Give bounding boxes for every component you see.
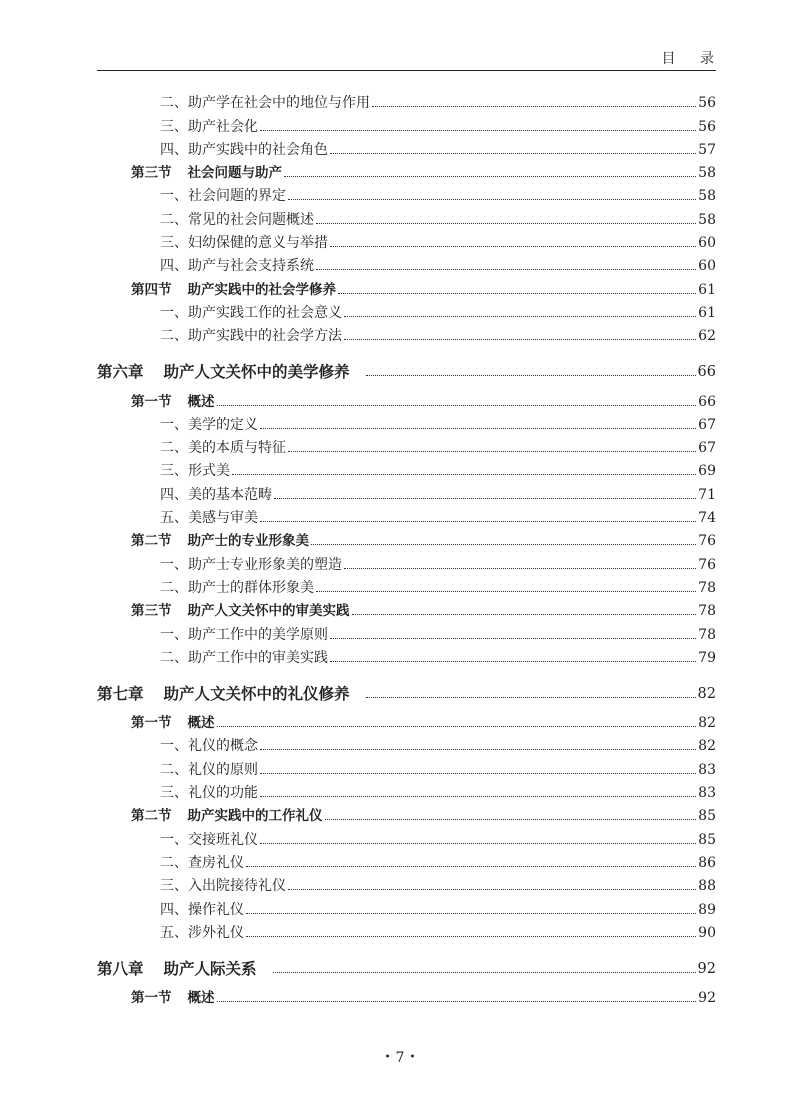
toc-page-number: 58 [698,165,716,182]
dot-leader [316,269,696,270]
section-number: 第二节 [131,533,172,550]
toc-entry-title [160,187,286,205]
dot-leader [246,866,696,867]
toc-entry-title [160,327,342,345]
item-title-text: 二、助产士的群体形象美 [160,579,314,596]
toc-entry-title [160,901,244,919]
toc-page-number: 74 [698,510,716,527]
toc-entry-title [131,602,350,620]
toc-page-number: 66 [698,393,716,410]
toc-entry-title [160,462,230,480]
dot-leader [330,246,696,247]
toc-page-number: 88 [698,878,716,895]
toc-item[interactable] [97,299,716,322]
toc-page-number: 82 [697,685,716,702]
item-title-text: 二、助产实践中的社会学方法 [160,328,342,345]
dot-leader [260,130,696,131]
dot-leader [273,972,696,973]
toc-page-number: 78 [698,579,716,596]
dot-leader [274,498,696,499]
toc-entry-title [131,807,323,825]
toc-entry-title [160,626,328,644]
toc-page-number: 67 [698,440,716,457]
toc-page-number: 76 [698,556,716,573]
toc-entry-title [160,234,328,252]
dot-leader [366,697,696,698]
toc-page-number: 60 [698,258,716,275]
toc-entry-title [160,439,286,457]
chapter-number: 第六章 [97,363,144,382]
toc-section[interactable] [97,527,716,550]
running-header [97,40,724,71]
section-number: 第一节 [131,990,172,1007]
toc-entry-title [160,486,272,504]
dot-leader [260,521,696,522]
toc-entry-title [160,257,314,275]
toc-entry-title [160,924,244,942]
chapter-number: 第七章 [97,684,144,703]
toc-page-number: 85 [698,808,716,825]
toc-entry-title [160,877,286,895]
toc-section[interactable] [97,275,716,298]
toc-entry-title [131,281,336,299]
toc-page-number: 61 [698,304,716,321]
toc-item[interactable] [97,574,716,597]
toc-item[interactable] [97,136,716,159]
section-number: 第二节 [131,808,172,825]
dot-leader [344,568,696,569]
item-title-text: 一、助产士专业形象美的塑造 [160,556,342,573]
toc-chapter[interactable] [97,952,716,978]
item-title-text: 四、助产与社会支持系统 [160,258,314,275]
section-number: 第三节 [131,165,172,182]
toc-page-number: 83 [698,761,716,778]
toc-page-number: 78 [698,626,716,643]
toc-chapter[interactable] [97,677,716,703]
footer-dot-left: • [384,1052,391,1063]
toc-entry-title [160,854,244,872]
dot-leader [316,591,696,592]
item-title-text: 三、助产社会化 [160,118,258,135]
toc-page-number: 89 [698,901,716,918]
dot-leader [260,773,696,774]
item-title-text: 一、助产工作中的美学原则 [160,626,328,643]
dot-leader [217,1001,697,1002]
item-title-text: 四、助产实践中的社会角色 [160,141,328,158]
section-number: 第四节 [131,281,172,298]
item-title-text: 五、美感与审美 [160,510,258,527]
toc-chapter[interactable] [97,355,716,381]
item-title-text: 三、妇幼保健的意义与举措 [160,235,328,252]
toc-entry-title [131,989,215,1007]
toc-entry-title [160,737,258,755]
toc-entry-title [160,211,314,229]
dot-leader [311,544,696,545]
toc-page-number: 58 [698,188,716,205]
toc-entry-title [160,94,370,112]
toc-item[interactable] [97,112,716,135]
section-number: 第一节 [131,715,172,732]
toc-page-number: 66 [697,364,716,381]
toc-entry-title [97,363,364,381]
dot-leader [284,176,696,177]
dot-leader [288,889,696,890]
header-title: 目 录 [661,51,724,67]
chapter-title-text: 助产人文关怀中的礼仪修养 [163,684,350,703]
toc-entry-title [131,714,215,732]
dot-leader [330,638,696,639]
toc-page-number: 86 [698,854,716,871]
item-title-text: 一、美学的定义 [160,416,258,433]
dot-leader [232,474,696,475]
item-title-text: 二、助产工作中的审美实践 [160,649,328,666]
dot-leader [330,661,696,662]
dot-leader [246,913,696,914]
toc-page-number: 71 [698,486,716,503]
item-title-text: 一、助产实践工作的社会意义 [160,304,342,321]
chapter-number: 第八章 [97,959,144,978]
toc-item[interactable] [97,205,716,228]
dot-leader [330,153,696,154]
section-title-text: 助产实践中的社会学修养 [187,281,336,298]
table-of-contents [0,89,800,1007]
toc-item[interactable] [97,322,716,345]
toc-page-number: 58 [698,211,716,228]
toc-item[interactable] [97,755,716,778]
toc-page-number: 78 [698,603,716,620]
toc-section[interactable] [97,984,716,1007]
toc-page-number: 79 [698,649,716,666]
toc-item[interactable] [97,411,716,434]
toc-item[interactable] [97,825,716,848]
item-title-text: 二、助产学在社会中的地位与作用 [160,95,370,112]
toc-item[interactable] [97,732,716,755]
dot-leader [316,223,696,224]
toc-entry-title [160,141,328,159]
toc-item[interactable] [97,504,716,527]
dot-leader [325,819,697,820]
toc-item[interactable] [97,779,716,802]
toc-entry-title [160,509,258,527]
item-title-text: 一、礼仪的概念 [160,738,258,755]
toc-item[interactable] [97,919,716,942]
item-title-text: 二、礼仪的原则 [160,761,258,778]
toc-entry-title [160,304,342,322]
toc-entry-title [160,784,258,802]
footer-dot-right: • [409,1052,416,1063]
section-number: 第三节 [131,603,172,620]
section-title-text: 概述 [187,990,215,1007]
toc-entry-title [131,164,282,182]
dot-leader [260,796,696,797]
item-title-text: 一、社会问题的界定 [160,188,286,205]
toc-page-number: 60 [698,235,716,252]
item-title-text: 三、礼仪的功能 [160,785,258,802]
toc-item[interactable] [97,620,716,643]
item-title-text: 二、查房礼仪 [160,854,244,871]
toc-section[interactable] [97,159,716,182]
toc-item[interactable] [97,182,716,205]
toc-entry-title [160,118,258,136]
item-title-text: 二、美的本质与特征 [160,440,286,457]
toc-section[interactable] [97,387,716,410]
toc-page-number: 56 [698,95,716,112]
dot-leader [288,199,696,200]
toc-item[interactable] [97,434,716,457]
dot-leader [260,843,696,844]
section-number: 第一节 [131,393,172,410]
chapter-title-text: 助产人文关怀中的美学修养 [163,363,350,382]
toc-entry-title [97,685,364,703]
section-title-text: 助产士的专业形象美 [187,533,309,550]
toc-page-number: 82 [698,738,716,755]
section-title-text: 助产人文关怀中的审美实践 [187,603,350,620]
dot-leader [338,293,696,294]
page-footer [0,1050,800,1066]
item-title-text: 二、常见的社会问题概述 [160,211,314,228]
item-title-text: 四、美的基本范畴 [160,486,272,503]
dot-leader [217,726,697,727]
toc-entry-title [160,556,342,574]
toc-page-number: 57 [698,141,716,158]
dot-leader [366,375,696,376]
dot-leader [260,428,696,429]
section-title-text: 社会问题与助产 [187,165,282,182]
toc-entry-title [160,831,258,849]
toc-page-number: 82 [698,715,716,732]
toc-section[interactable] [97,709,716,732]
toc-entry-title [160,761,258,779]
toc-item[interactable] [97,849,716,872]
toc-item[interactable] [97,89,716,112]
toc-section[interactable] [97,597,716,620]
dot-leader [246,936,696,937]
toc-page-number: 56 [698,118,716,135]
toc-item[interactable] [97,895,716,918]
dot-leader [288,451,696,452]
dot-leader [260,749,696,750]
toc-entry-title [97,960,271,978]
item-title-text: 四、操作礼仪 [160,901,244,918]
toc-item[interactable] [97,644,716,667]
toc-entry-title [160,649,328,667]
toc-page-number: 76 [698,533,716,550]
dot-leader [344,316,696,317]
toc-item[interactable] [97,480,716,503]
toc-item[interactable] [97,550,716,573]
toc-page-number: 67 [698,416,716,433]
section-title-text: 助产实践中的工作礼仪 [187,808,323,825]
page-number: 7 [395,1050,405,1066]
section-title-text: 概述 [187,715,215,732]
toc-entry-title [131,393,215,411]
item-title-text: 五、涉外礼仪 [160,924,244,941]
dot-leader [344,339,696,340]
dot-leader [217,405,697,406]
dot-leader [372,106,696,107]
toc-page-number: 62 [698,328,716,345]
toc-entry-title [131,532,309,550]
toc-page-number: 61 [698,281,716,298]
toc-item[interactable] [97,229,716,252]
dot-leader [352,614,697,615]
chapter-title-text: 助产人际关系 [163,959,257,978]
toc-section[interactable] [97,802,716,825]
item-title-text: 一、交接班礼仪 [160,831,258,848]
toc-page-number: 69 [698,463,716,480]
toc-page-number: 92 [698,990,716,1007]
toc-item[interactable] [97,457,716,480]
toc-entry-title [160,579,314,597]
toc-entry-title [160,416,258,434]
item-title-text: 三、形式美 [160,463,230,480]
toc-page-number: 83 [698,785,716,802]
toc-page-number: 90 [698,924,716,941]
item-title-text: 三、入出院接待礼仪 [160,878,286,895]
toc-item[interactable] [97,872,716,895]
toc-page-number: 85 [698,831,716,848]
toc-page-number: 92 [697,960,716,977]
toc-item[interactable] [97,252,716,275]
section-title-text: 概述 [187,393,215,410]
